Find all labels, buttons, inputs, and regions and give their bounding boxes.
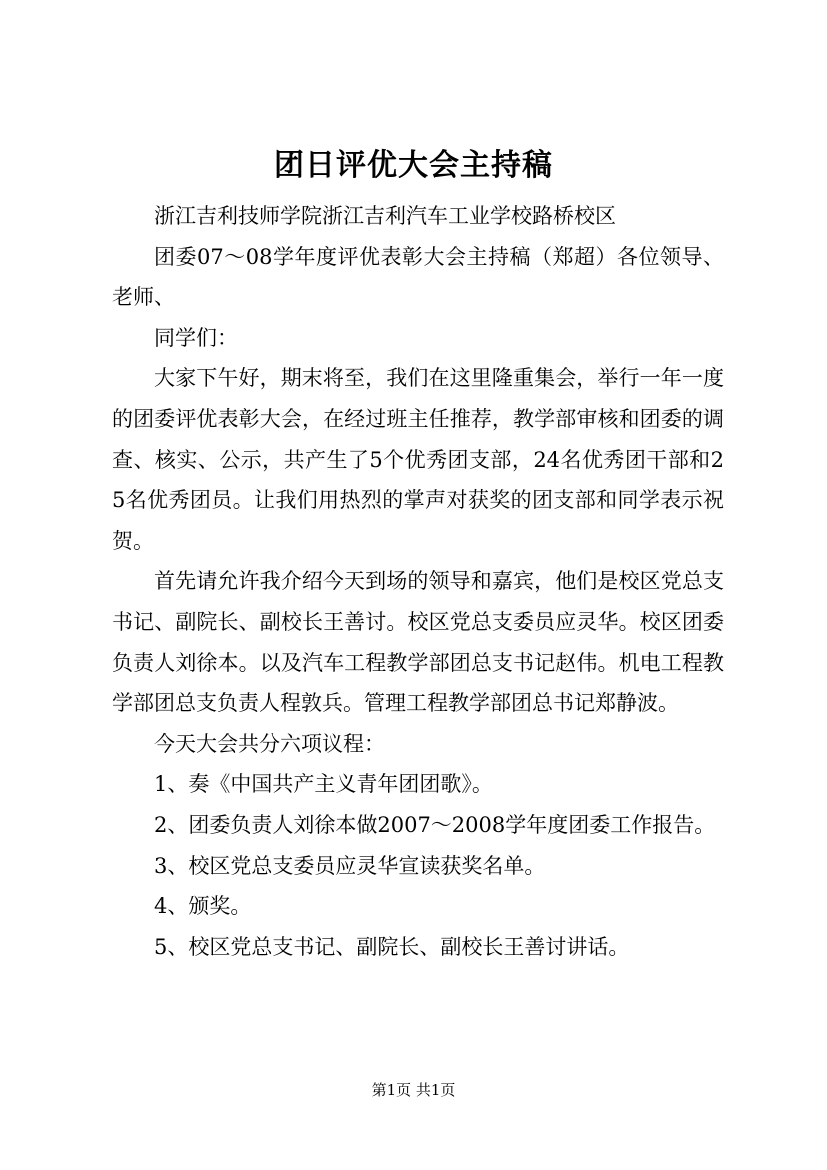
paragraph-greeting: 同学们： <box>154 325 238 350</box>
page-number-footer: 第1页 共1页 <box>371 1081 456 1099</box>
paragraph-agenda-intro: 今天大会共分六项议程： <box>154 731 385 756</box>
paragraph-school-name: 浙江吉利技师学院浙江吉利汽车工业学校路桥校区 <box>154 204 616 228</box>
paragraph-introductions: 首先请允许我介绍今天到场的领导和嘉宾，他们是校区党总支书记、副院长、副校长王善讨。校区党总支委员应灵华。校区团委负责人刘徐本。以及汽车工程教学部团总支书记赵伟。机电工程教学部团总支负责人程敦兵。管理工程教学部团总书记郑静波。 <box>112 569 724 716</box>
document-body <box>112 196 724 967</box>
paragraph-opening: 大家下午好，期末将至，我们在这里隆重集会，举行一年一度的团委评优表彰大会，在经过班主任推荐，教学部审核和团委的调查、核实、公示，共产生了5个优秀团支部，24名优秀团干部和25名优秀团员。让我们用热烈的掌声对获奖的团支部和同学表示祝贺。 <box>112 366 724 553</box>
agenda-item-1: 1、奏《中国共产主义青年团团歌》。 <box>154 772 493 797</box>
document-title: 团日评优大会主持稿 <box>274 148 553 183</box>
agenda-item-3: 3、校区党总支委员应灵华宣读获奖名单。 <box>154 853 546 878</box>
paragraph-host-script-heading: 团委07～08学年度评优表彰大会主持稿（郑超）各位领导、老师、 <box>112 244 724 310</box>
agenda-item-4: 4、颁奖。 <box>154 894 252 919</box>
agenda-item-5: 5、校区党总支书记、副院长、副校长王善讨讲话。 <box>154 934 630 959</box>
agenda-item-2: 2、团委负责人刘徐本做2007～2008学年度团委工作报告。 <box>154 812 716 837</box>
